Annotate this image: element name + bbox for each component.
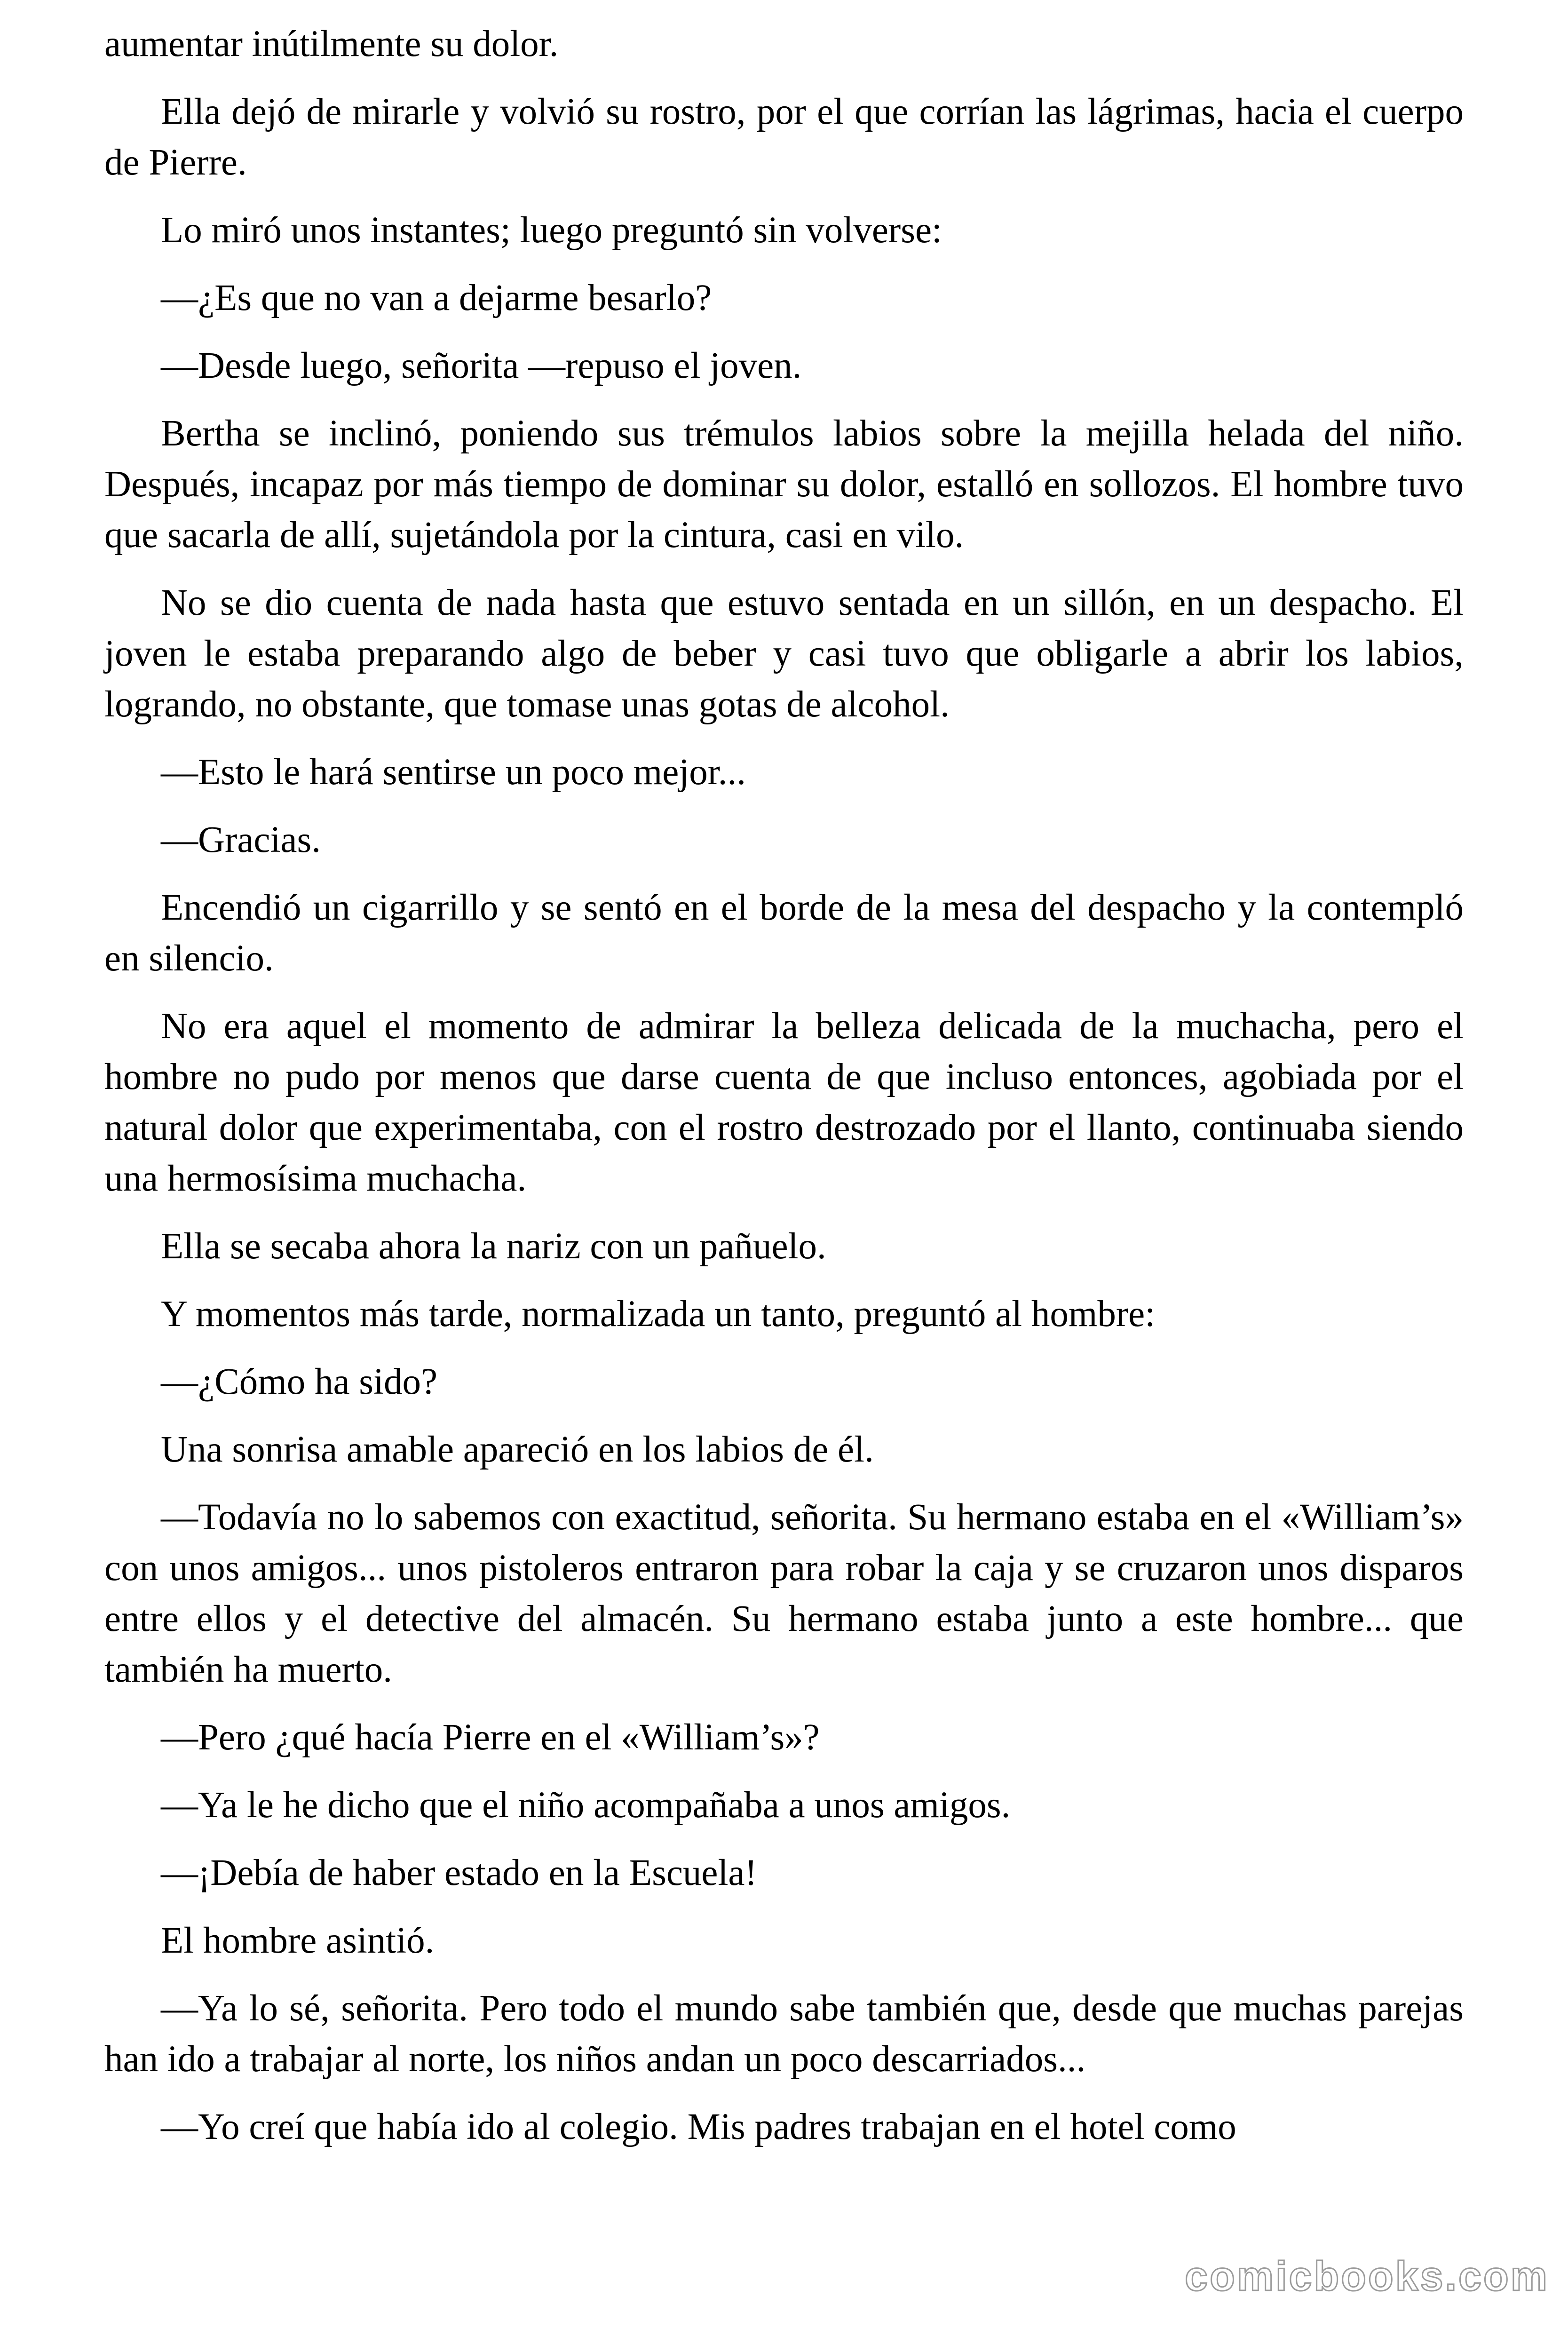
paragraph: —Yo creí que había ido al colegio. Mis padres trabajan en el hotel como — [161, 2106, 1236, 2147]
paragraph: Lo miró unos instantes; luego preguntó sin volverse: — [161, 210, 942, 251]
watermark-logo: comicbooks.com — [1185, 2253, 1549, 2299]
paragraph: Y momentos más tarde, normalizada un tanto, preguntó al hombre: — [161, 1294, 1156, 1335]
paragraph: Ella se secaba ahora la nariz con un pañuelo. — [161, 1226, 826, 1267]
paragraph: —Desde luego, señorita —repuso el joven. — [161, 345, 802, 386]
paragraph: No era aquel el momento de admirar la belleza delicada de la muchacha, pero el hombre no pudo por menos que darse cuenta de que incluso entonces, agobiada por el natural dolor que experimentaba, con el rostro destrozado por el llanto, continuaba siendo una hermosísima muchacha. — [104, 1006, 1464, 1199]
paragraph: Ella dejó de mirarle y volvió su rostro, por el que corrían las lágrimas, hacia el cuerpo de Pierre. — [104, 91, 1464, 183]
paragraph: —Ya le he dicho que el niño acompañaba a unos amigos. — [161, 1785, 1011, 1826]
paragraph: Bertha se inclinó, poniendo sus trémulos labios sobre la mejilla helada del niño. Después, incapaz por más tiempo de dominar su dolor, estalló en sollozos. El hombre tuvo que sacarla de allí, sujetándola por la cintura, casi en vilo. — [104, 413, 1464, 556]
paragraph: Una sonrisa amable apareció en los labios de él. — [161, 1429, 874, 1470]
book-page — [104, 19, 1464, 2169]
paragraph: Encendió un cigarrillo y se sentó en el borde de la mesa del despacho y la contempló en silencio. — [104, 887, 1464, 979]
paragraph: —¿Cómo ha sido? — [161, 1361, 438, 1402]
paragraph: aumentar inútilmente su dolor. — [104, 24, 559, 64]
paragraph: —¿Es que no van a dejarme besarlo? — [161, 278, 712, 318]
paragraph: —Pero ¿qué hacía Pierre en el «William’s»? — [161, 1717, 820, 1758]
paragraph: —Esto le hará sentirse un poco mejor... — [161, 752, 746, 793]
paragraph: —Todavía no lo sabemos con exactitud, señorita. Su hermano estaba en el «William’s» con unos amigos... unos pistoleros entraron para robar la caja y se cruzaron unos disparos entre ellos y el detective del almacén. Su hermano estaba junto a este hombre... que también ha muerto. — [104, 1497, 1464, 1690]
paragraph: —¡Debía de haber estado en la Escuela! — [161, 1852, 757, 1893]
paragraph: No se dio cuenta de nada hasta que estuvo sentada en un sillón, en un despacho. El joven le estaba preparando algo de beber y casi tuvo que obligarle a abrir los labios, logrando, no obstante, que tomase unas gotas de alcohol. — [104, 582, 1464, 725]
paragraph: —Ya lo sé, señorita. Pero todo el mundo sabe también que, desde que muchas parejas han ido a trabajar al norte, los niños andan un poco descarriados... — [104, 1988, 1464, 2080]
paragraph: —Gracias. — [161, 819, 321, 860]
paragraph: El hombre asintió. — [161, 1920, 435, 1961]
